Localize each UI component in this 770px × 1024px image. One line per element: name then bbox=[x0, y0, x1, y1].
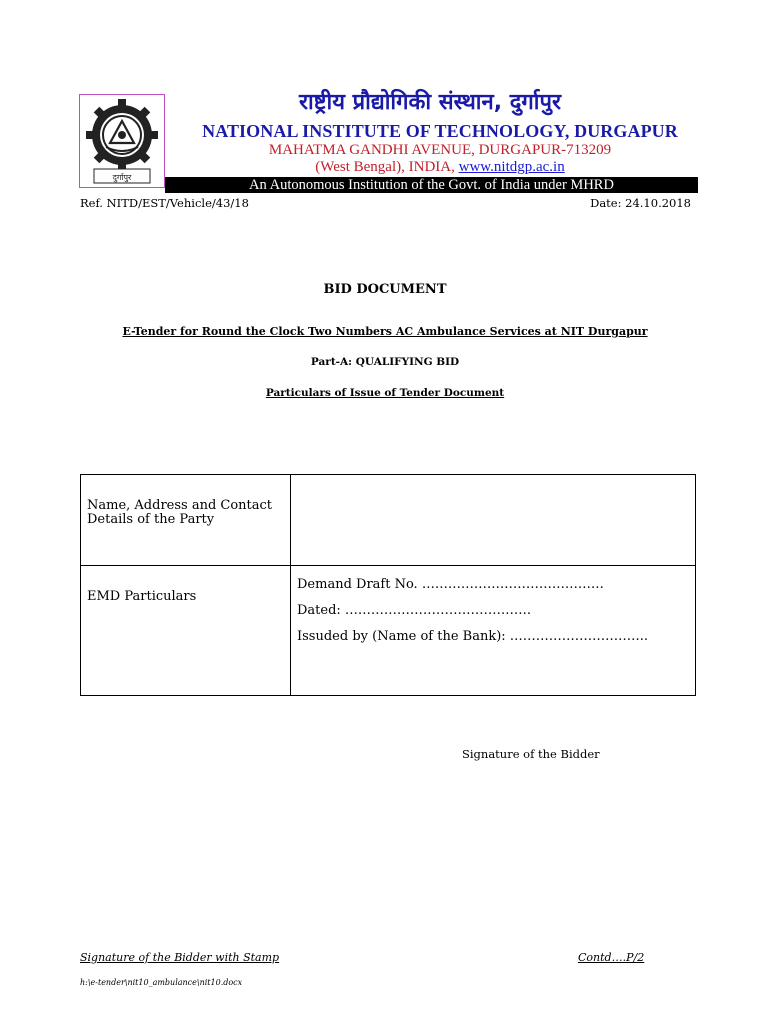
tender-subtitle: E-Tender for Round the Clock Two Numbers AC Ambulance Services at NIT Durgapur bbox=[122, 325, 648, 338]
autonomous-banner: An Autonomous Institution of the Govt. of India under MHRD bbox=[165, 177, 698, 193]
emd-particulars-label: EMD Particulars bbox=[87, 589, 197, 604]
demand-draft-field: Demand Draft No. …………………………………… bbox=[297, 577, 604, 592]
address-region: (West Bengal), INDIA, bbox=[315, 159, 459, 175]
bidder-signature-label: Signature of the Bidder bbox=[462, 747, 600, 761]
address-line-2 bbox=[170, 159, 710, 176]
issuing-bank-field: Issuded by (Name of the Bank): ………………………….. bbox=[297, 629, 649, 644]
file-path: h:\e-tender\nit10_ambulance\nit10.docx bbox=[80, 978, 243, 987]
table-column-divider bbox=[290, 474, 291, 696]
institute-logo bbox=[79, 94, 165, 188]
reference-number: Ref. NITD/EST/Vehicle/43/18 bbox=[80, 196, 249, 210]
document-date: Date: 24.10.2018 bbox=[590, 196, 691, 210]
party-details-label: Name, Address and Contact Details of the Party bbox=[87, 498, 273, 527]
table-row-divider bbox=[80, 565, 696, 566]
nit-emblem-icon bbox=[80, 95, 164, 187]
continued-label: Contd….P/2 bbox=[578, 951, 645, 964]
address-line-1: MAHATMA GANDHI AVENUE, DURGAPUR-713209 bbox=[268, 142, 612, 158]
institute-name: NATIONAL INSTITUTE OF TECHNOLOGY, DURGAPUR bbox=[202, 121, 678, 141]
dated-field: Dated: ……………………………………. bbox=[297, 603, 532, 618]
website-link[interactable]: www.nitdgp.ac.in bbox=[458, 159, 565, 175]
institute-name-hindi: राष्ट्रीय प्रौद्योगिकी संस्थान, दुर्गापुर bbox=[298, 90, 561, 115]
part-a-heading: Part-A: QUALIFYING BID bbox=[310, 356, 460, 368]
signature-with-stamp-label: Signature of the Bidder with Stamp bbox=[80, 951, 280, 964]
svg-text:दुर्गापुर: दुर्गापुर bbox=[112, 173, 132, 182]
document-title: BID DOCUMENT bbox=[323, 282, 447, 297]
particulars-heading: Particulars of Issue of Tender Document bbox=[265, 387, 505, 399]
